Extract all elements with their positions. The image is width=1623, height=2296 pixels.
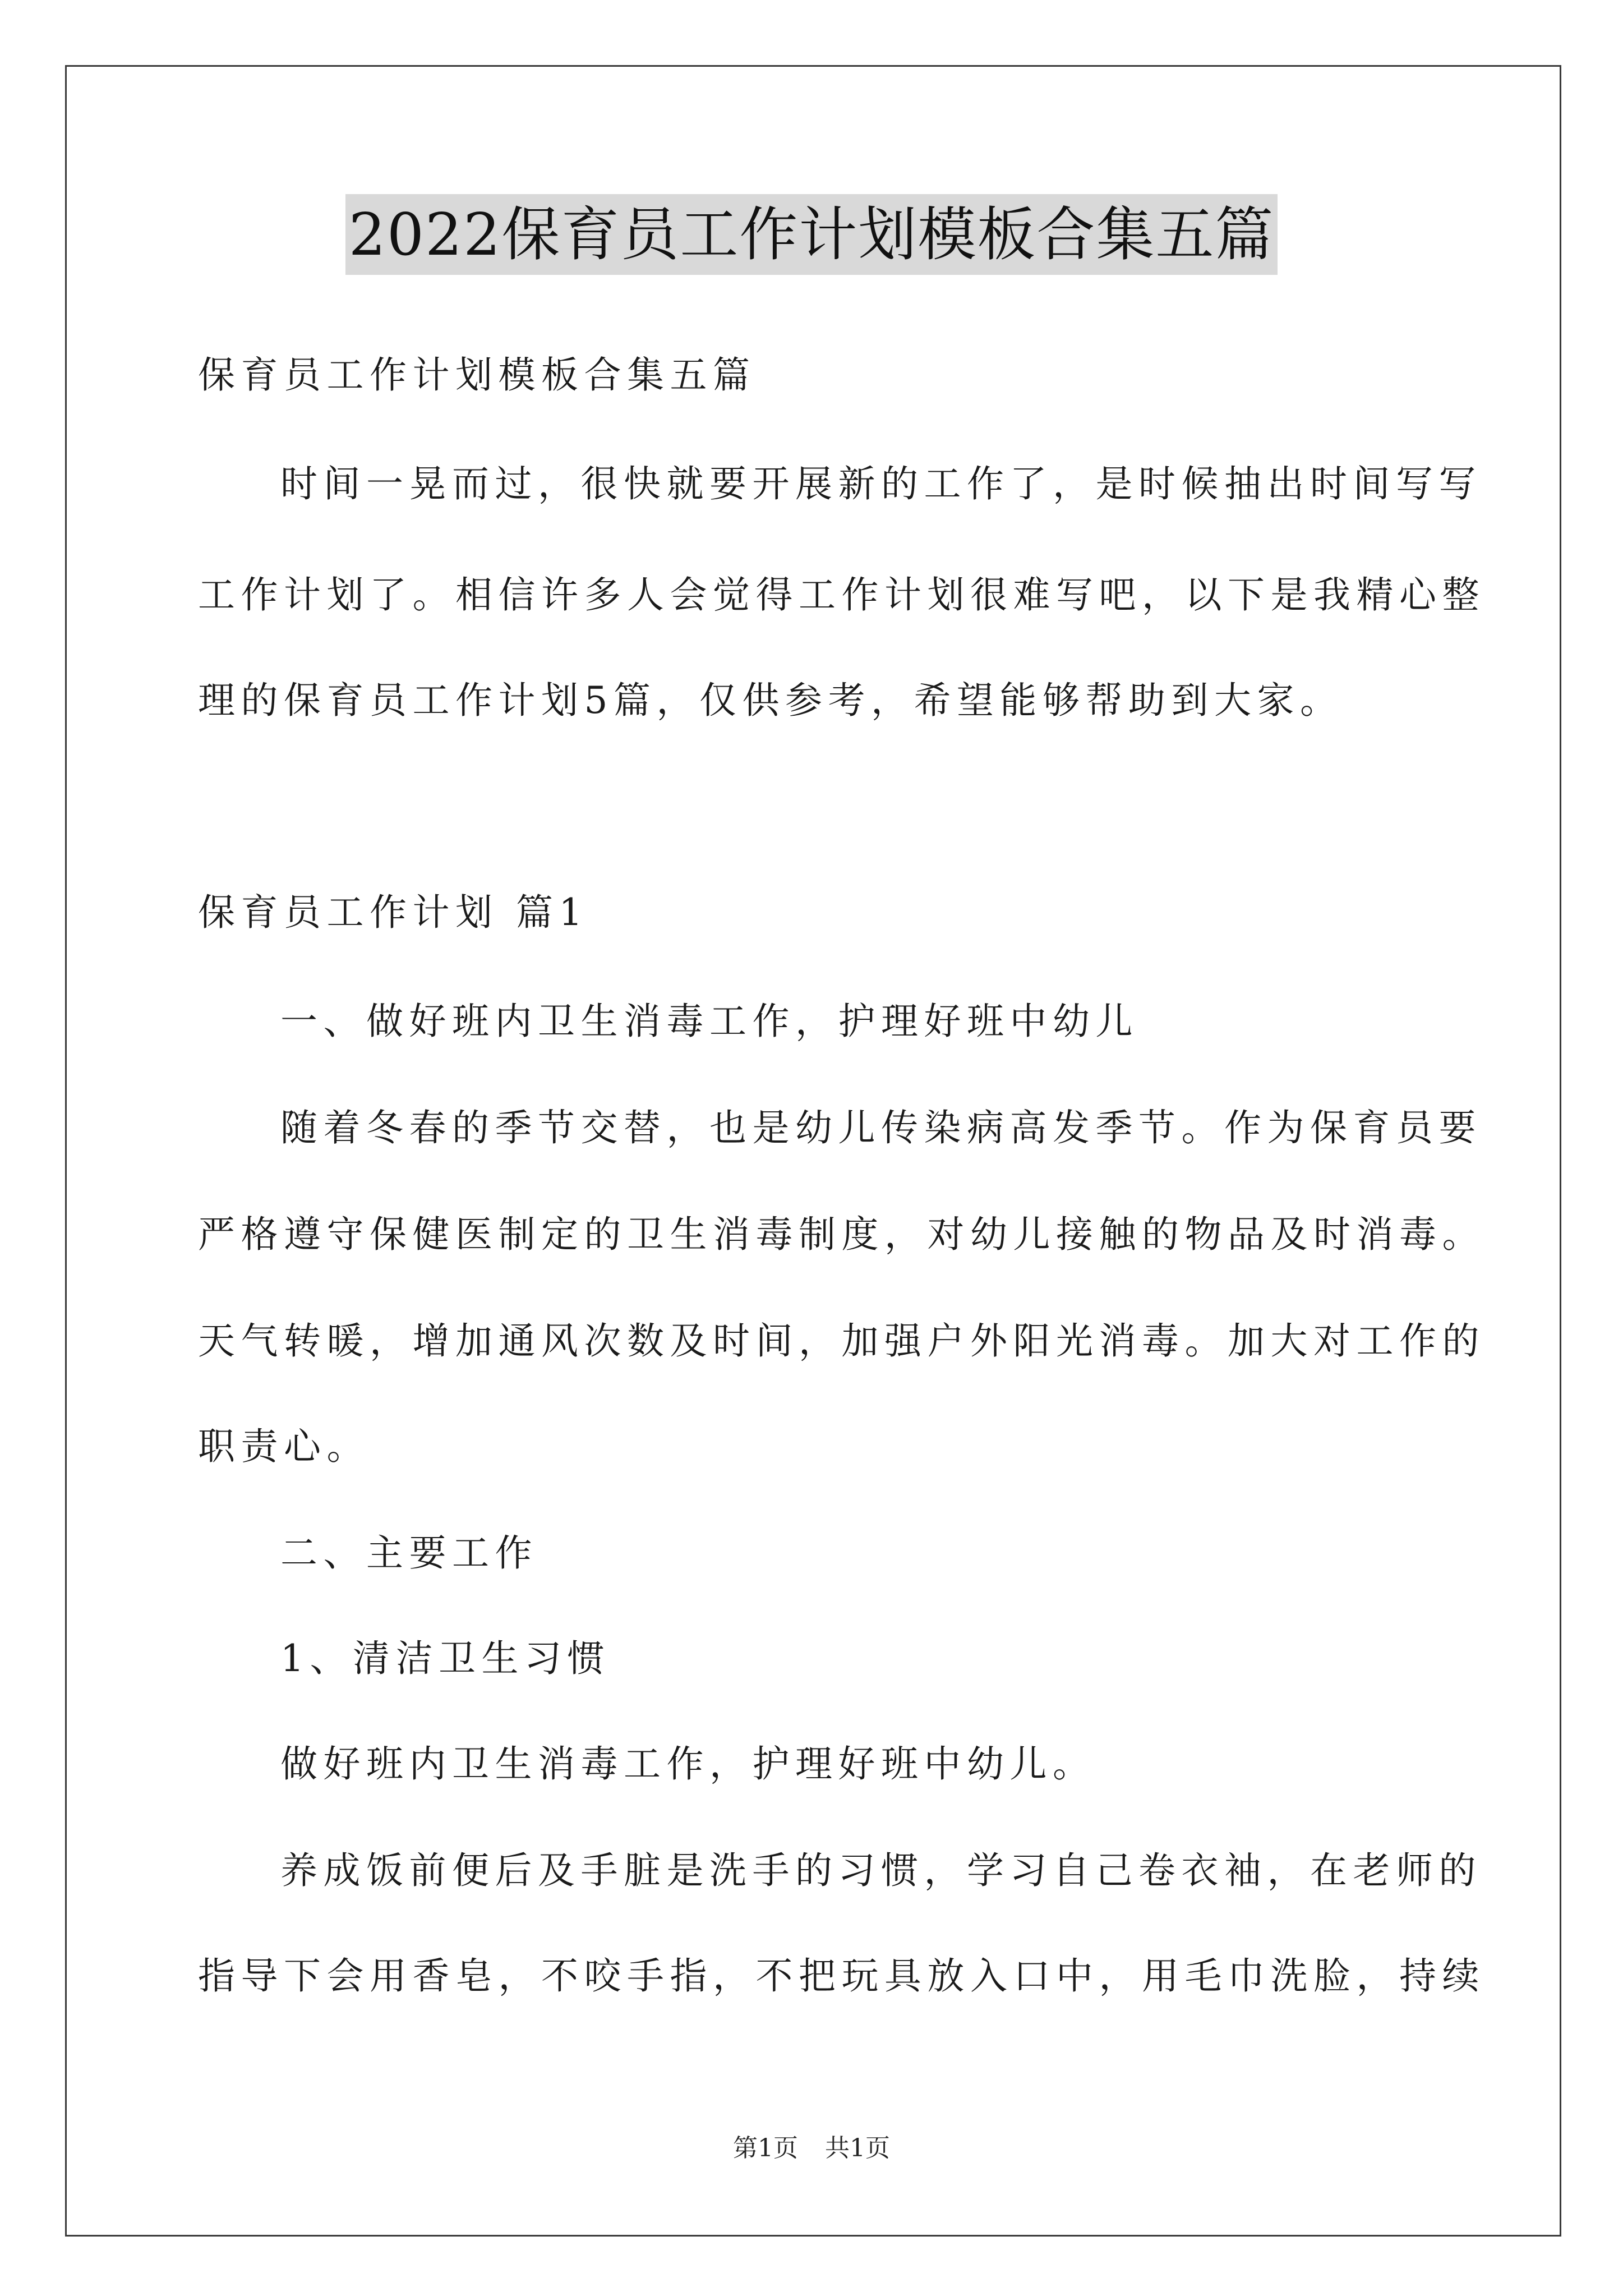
- body-line: 工作计划了。相信许多人会觉得工作计划很难写吧，以下是我精心整: [198, 573, 1485, 616]
- body-line: 保育员工作计划模板合集五篇: [198, 353, 756, 397]
- body-line: 一、做好班内卫生消毒工作，护理好班中幼儿: [280, 1000, 1138, 1043]
- body-line: 养成饭前便后及手脏是洗手的习惯，学习自己卷衣袖，在老师的: [280, 1849, 1482, 1892]
- body-line: 做好班内卫生消毒工作，护理好班中幼儿。: [280, 1742, 1096, 1786]
- body-line: 时间一晃而过，很快就要开展新的工作了，是时候抽出时间写写: [280, 462, 1482, 505]
- body-line: 天气转暖，增加通风次数及时间，加强户外阳光消毒。加大对工作的: [198, 1319, 1485, 1363]
- section-heading: 保育员工作计划 篇1: [198, 891, 588, 934]
- document-title: 2022保育员工作计划模板合集五篇: [345, 194, 1278, 275]
- body-line: 指导下会用香皂，不咬手指，不把玩具放入口中，用毛巾洗脸，持续: [198, 1954, 1485, 1998]
- page-number: 第1页: [733, 2134, 798, 2162]
- body-line: 严格遵守保健医制定的卫生消毒制度，对幼儿接触的物品及时消毒。: [198, 1213, 1485, 1256]
- page-total: 共1页: [825, 2134, 890, 2162]
- body-line: 随着冬春的季节交替，也是幼儿传染病高发季节。作为保育员要: [280, 1106, 1482, 1149]
- title-container: [0, 194, 1623, 275]
- page-footer: [0, 2132, 1623, 2165]
- body-line: 1、清洁卫生习惯: [280, 1637, 610, 1680]
- body-line: 理的保育员工作计划5篇，仅供参考，希望能够帮助到大家。: [198, 679, 1343, 722]
- body-line: 职责心。: [198, 1425, 370, 1468]
- body-line: 二、主要工作: [280, 1531, 538, 1575]
